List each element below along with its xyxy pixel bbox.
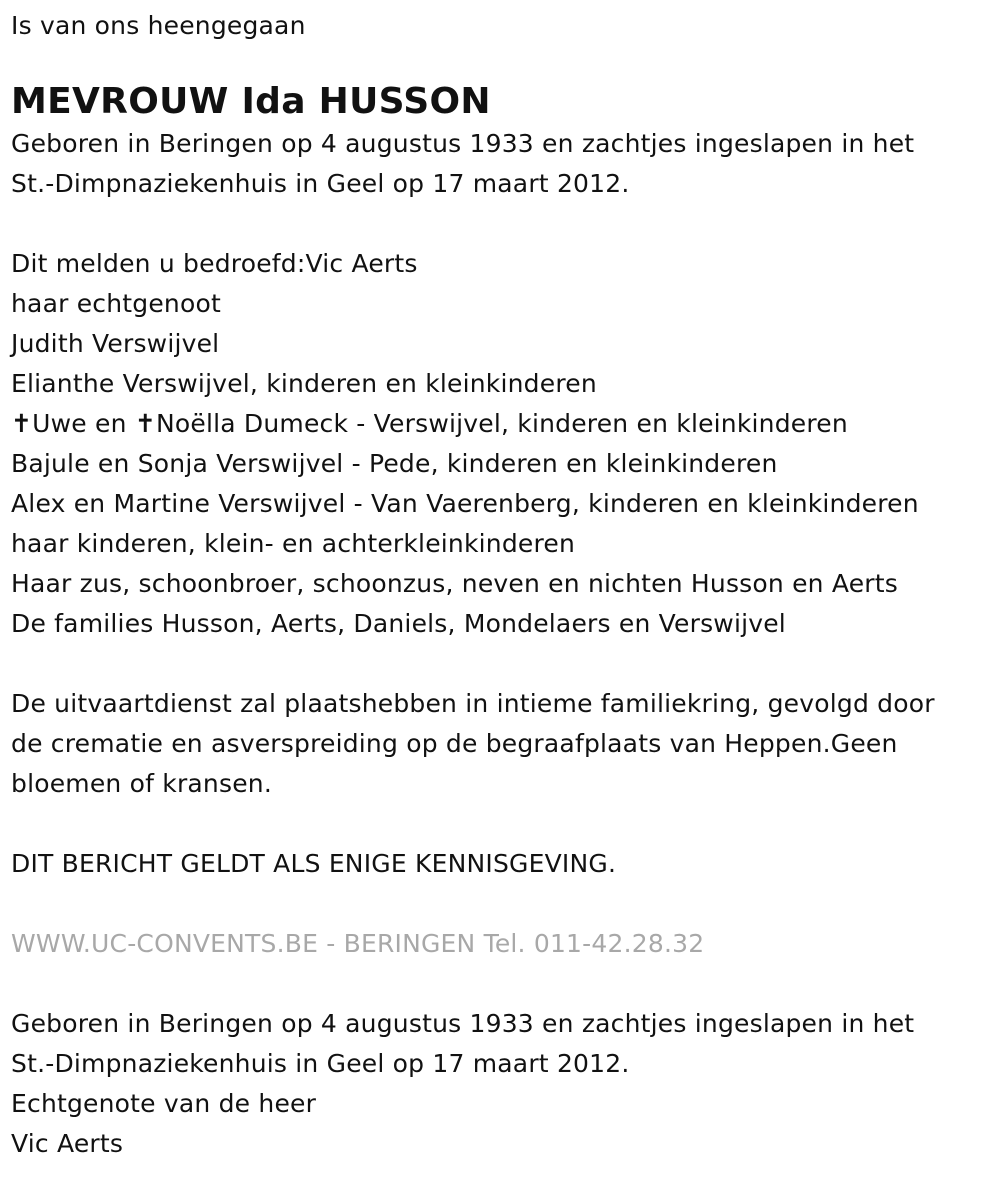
cross-icon: ✝: [11, 409, 33, 438]
funeral-line-3: bloemen of kransen.: [11, 769, 272, 798]
undertaker-contact: WWW.UC-CONVENTS.BE - BERINGEN Tel. 011-42.28.32: [11, 929, 705, 958]
birth-death-block: [11, 124, 1000, 204]
mourner-line: haar kinderen, klein- en achterkleinkinderen: [11, 529, 576, 558]
mourner-line-deceased: [11, 404, 1000, 444]
funeral-line-1: De uitvaartdienst zal plaatshebben in intieme familiekring, gevolgd door: [11, 689, 935, 718]
spacer: [11, 884, 1000, 924]
mourner-line: Alex en Martine Verswijvel - Van Vaerenberg, kinderen en kleinkinderen: [11, 489, 919, 518]
mourner-line: De families Husson, Aerts, Daniels, Mondelaers en Verswijvel: [11, 609, 786, 638]
intro-text: Is van ons heengegaan: [11, 11, 306, 40]
mourner-line: haar echtgenoot: [11, 289, 221, 318]
spacer: [11, 964, 1000, 1004]
mourner-line: Judith Verswijvel: [11, 329, 220, 358]
summary-line-3: Echtgenote van de heer: [11, 1089, 317, 1118]
mourners-intro: Dit melden u bedroefd:Vic Aerts: [11, 249, 418, 278]
mourner-name-a: Uwe en: [32, 409, 135, 438]
mourner-name-b: Noëlla Dumeck - Verswijvel, kinderen en kleinkinderen: [155, 409, 848, 438]
cross-icon: ✝: [134, 409, 156, 438]
birth-death-line-2: St.-Dimpnaziekenhuis in Geel op 17 maart 2012.: [11, 169, 630, 198]
mourner-line: Elianthe Verswijvel, kinderen en kleinkinderen: [11, 369, 597, 398]
mourner-line: Bajule en Sonja Verswijvel - Pede, kinderen en kleinkinderen: [11, 449, 778, 478]
funeral-line-2: de crematie en asverspreiding op de begraafplaats van Heppen.Geen: [11, 729, 898, 758]
mourners-block: [11, 244, 1000, 644]
deceased-name: MEVROUW Ida HUSSON: [11, 81, 491, 122]
summary-line-2: St.-Dimpnaziekenhuis in Geel op 17 maart 2012.: [11, 1049, 630, 1078]
spacer: [11, 804, 1000, 844]
summary-line-1: Geboren in Beringen op 4 augustus 1933 en zachtjes ingeslapen in het: [11, 1009, 915, 1038]
mourner-line: Haar zus, schoonbroer, schoonzus, neven en nichten Husson en Aerts: [11, 569, 899, 598]
notice-text: DIT BERICHT GELDT ALS ENIGE KENNISGEVING.: [11, 849, 617, 878]
spacer: [11, 644, 1000, 684]
summary-line-4: Vic Aerts: [11, 1129, 124, 1158]
birth-death-line-1: Geboren in Beringen op 4 augustus 1933 en zachtjes ingeslapen in het: [11, 129, 915, 158]
summary-block: [11, 1004, 1000, 1164]
spacer: [11, 204, 1000, 244]
funeral-block: [11, 684, 1000, 804]
